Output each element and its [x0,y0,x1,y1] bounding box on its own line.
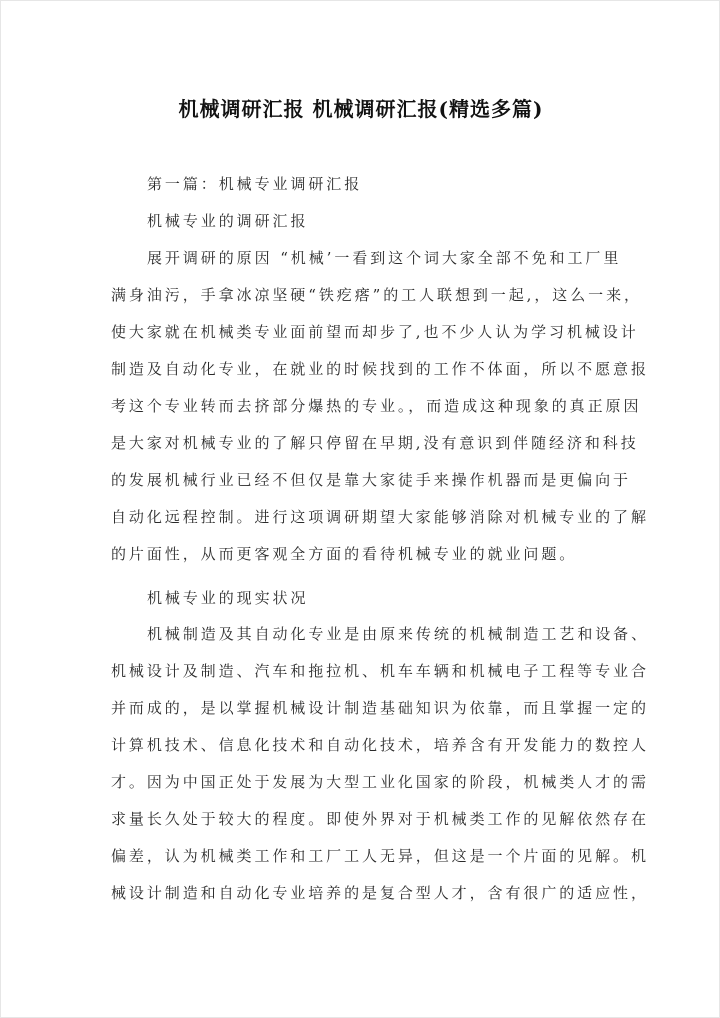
paragraph-line: 是大家对机械专业的了解只停留在早期,没有意识到伴随经济和科技 [111,434,639,452]
section-heading: 机械专业的现实状况 [147,589,309,607]
paragraph-line: 使大家就在机械类专业面前望而却步了,也不少人认为学习机械设计 [111,323,639,341]
paragraph-line: 并而成的，是以掌握机械设计制造基础知识为依靠，而且掌握一定的 [111,699,649,717]
paragraph-line: 展开调研的原因 “机械’一看到这个词大家全部不免和工厂里 [147,249,622,267]
paragraph-line: 机械设计及制造、汽车和拖拉机、机车车辆和机械电子工程等专业合 [111,662,649,680]
paragraph-line: 满身油污，手拿冰凉坚硬“铁疙瘩”的工人联想到一起,，这么一来， [111,286,642,304]
paragraph-line: 械设计制造和自动化专业培养的是复合型人才，含有很广的适应性， [111,884,649,902]
paragraph-line: 求量长久处于较大的程度。即使外界对于机械类工作的见解依然存在 [111,810,649,828]
paragraph-line: 制造及自动化专业，在就业的时候找到的工作不体面，所以不愿意报 [111,360,649,378]
paragraph-line: 机械制造及其自动化专业是由原来传统的机械制造工艺和设备、 [147,625,650,643]
paragraph-line: 自动化远程控制。进行这项调研期望大家能够消除对机械专业的了解 [111,508,649,526]
paragraph-line: 考这个专业转而去挤部分爆热的专业。，而造成这种现象的真正原因 [111,397,642,415]
section-heading: 机械专业的调研汇报 [147,212,309,230]
paragraph-line: 才。因为中国正处于发展为大型工业化国家的阶段，机械类人才的需 [111,773,649,791]
paragraph-line: 的发展机械行业已经不但仅是靠大家徒手来操作机器而是更偏向于 [111,471,631,489]
paragraph-line: 偏差，认为机械类工作和工厂工人无异，但这是一个片面的见解。机 [111,847,649,865]
paragraph-line: 计算机技术、信息化技术和自动化技术，培养含有开发能力的数控人 [111,736,649,754]
section-heading: 第一篇：机械专业调研汇报 [147,175,363,193]
document-title: 机械调研汇报 机械调研汇报(精选多篇) [178,97,544,121]
paragraph-line: 的片面性，从而更客观全方面的看待机械专业的就业问题。 [111,545,578,563]
